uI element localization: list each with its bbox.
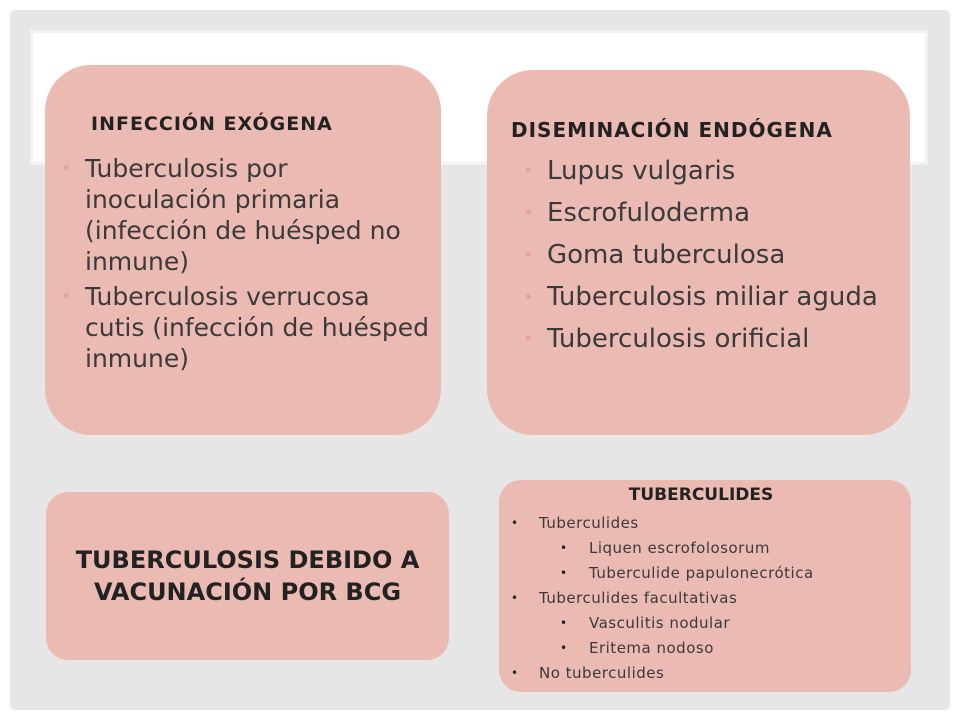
list-item: • Liquen escrofolosorum [499, 536, 903, 561]
card-infeccion-exogena [45, 65, 441, 435]
list-item: • Vasculitis nodular [499, 611, 903, 636]
bullet-list [83, 153, 431, 374]
list-item: • Eritema nodoso [499, 636, 903, 661]
list-item: • Tuberculosis miliar aguda [547, 282, 900, 313]
list-item: • Goma tuberculosa [547, 240, 900, 271]
list-item: • No tuberculides [499, 661, 903, 686]
card-tuberculides [499, 480, 911, 692]
list-item: • Lupus vulgaris [547, 156, 900, 187]
card-title: INFECCIÓN EXÓGENA [91, 113, 333, 135]
card-tuberculosis-bcg [46, 492, 449, 660]
list-item: • Tuberculides facultativas [499, 586, 903, 611]
list-item: • Tuberculide papulonecrótica [499, 561, 903, 586]
card-diseminacion-endogena [487, 70, 910, 435]
card-title: DISEMINACIÓN ENDÓGENA [511, 118, 833, 142]
bullet-list [499, 511, 903, 686]
list-item: • Tuberculosis orificial [547, 324, 900, 355]
list-item: • Tuberculosis por inoculación primaria (infección de huésped no inmune) [83, 153, 431, 277]
card-title: TUBERCULOSIS DEBIDO A VACUNACIÓN POR BCG [75, 546, 420, 606]
list-item: • Tuberculosis verrucosa cutis (infección de huésped inmune) [83, 281, 431, 374]
list-item: • Escrofuloderma [547, 198, 900, 229]
bullet-list [547, 156, 900, 355]
card-title: TUBERCULIDES [628, 485, 774, 505]
list-item: • Tuberculides [499, 511, 903, 536]
